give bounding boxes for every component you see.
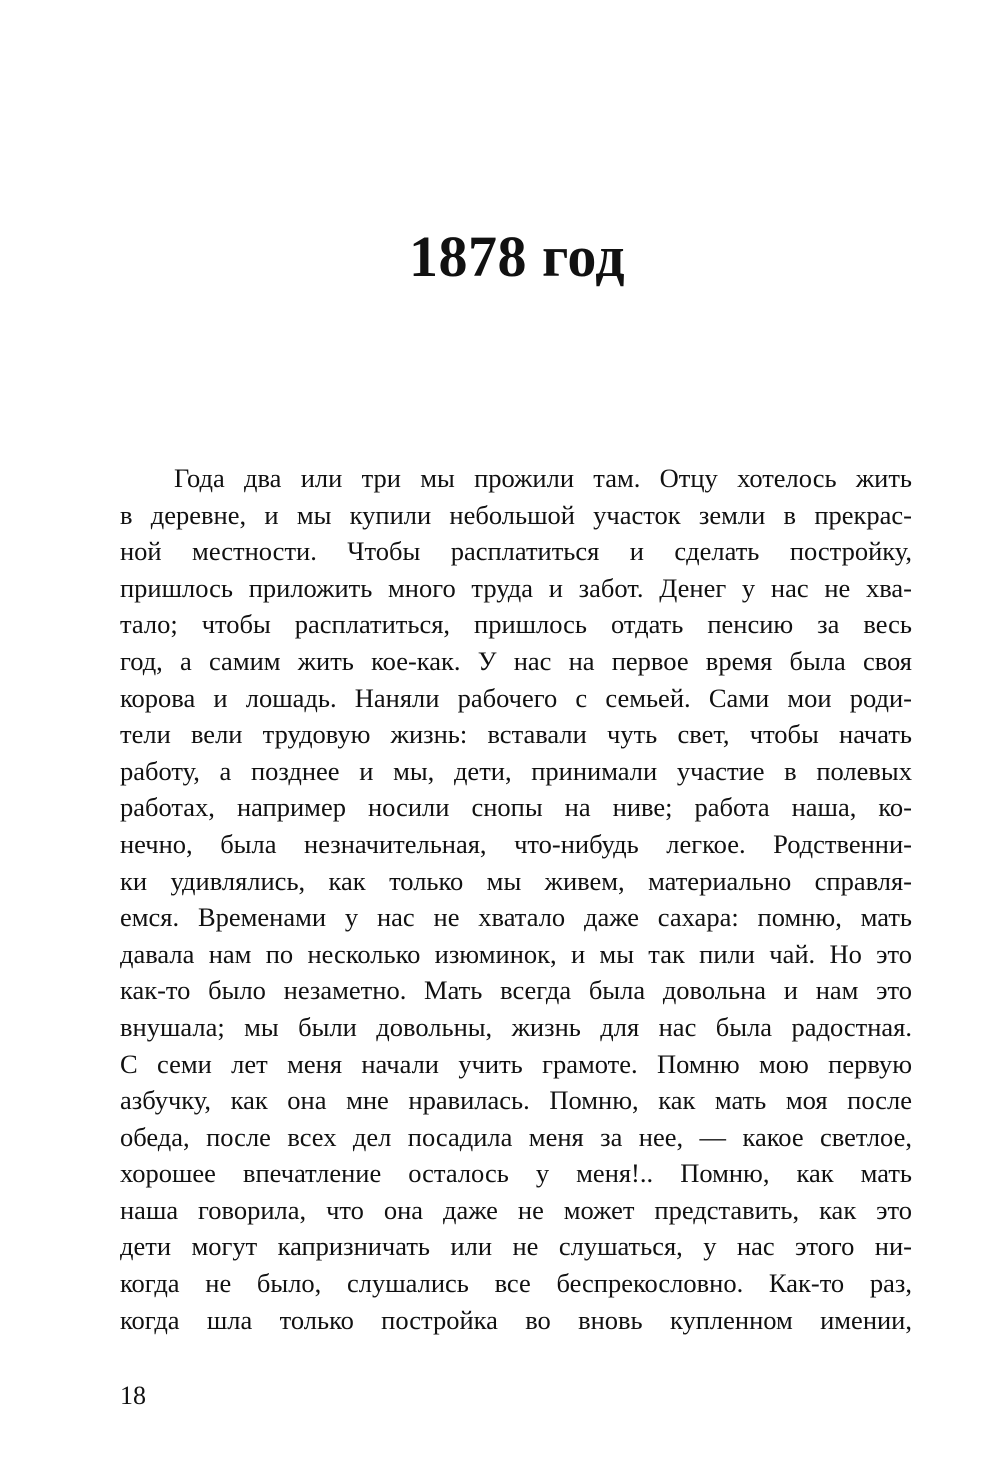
text-line: ки удивлялись, как только мы живем, материально справля- bbox=[120, 865, 912, 896]
text-line: работах, например носили снопы на ниве; работа наша, ко- bbox=[120, 792, 912, 823]
text-line: дети могут капризничать или не слушаться, у нас этого ни- bbox=[120, 1231, 912, 1262]
text-line: когда шла только постройка во вновь купленном имении, bbox=[120, 1304, 912, 1335]
text-line: когда не было, слушались все беспрекословно. Как-то раз, bbox=[120, 1268, 912, 1299]
text-line: в деревне, и мы купили небольшой участок земли в прекрас- bbox=[120, 499, 912, 530]
text-line: азбучку, как она мне нравилась. Помню, как мать моя после bbox=[120, 1085, 912, 1116]
text-line: корова и лошадь. Наняли рабочего с семьей. Сами мои роди- bbox=[120, 682, 912, 713]
text-line: Года два или три мы прожили там. Отцу хотелось жить bbox=[174, 463, 912, 493]
text-line: ной местности. Чтобы расплатиться и сделать постройку, bbox=[120, 536, 912, 567]
text-line: тало; чтобы расплатиться, пришлось отдать пенсию за весь bbox=[120, 609, 912, 640]
chapter-title: 1878 год bbox=[408, 224, 626, 289]
text-line: хорошее впечатление осталось у меня!.. Помню, как мать bbox=[120, 1158, 912, 1189]
text-line: внушала; мы были довольны, жизнь для нас была радостная. bbox=[120, 1011, 912, 1042]
text-line: обеда, после всех дел посадила меня за нее, — какое светлое, bbox=[120, 1121, 912, 1152]
text-line: как-то было незаметно. Мать всегда была довольна и нам это bbox=[120, 975, 912, 1006]
body-paragraph bbox=[120, 460, 912, 1338]
text-line: наша говорила, что она даже не может представить, как это bbox=[120, 1194, 912, 1225]
text-line: С семи лет меня начали учить грамоте. Помню мою первую bbox=[120, 1048, 912, 1079]
text-line: тели вели трудовую жизнь: вставали чуть свет, чтобы начать bbox=[120, 719, 912, 750]
text-line: работу, а позднее и мы, дети, принимали участие в полевых bbox=[120, 755, 912, 786]
text-line: нечно, была незначительная, что-нибудь легкое. Родственни- bbox=[120, 828, 912, 859]
text-line: год, а самим жить кое-как. У нас на первое время была своя bbox=[120, 645, 912, 676]
page-number: 18 bbox=[120, 1381, 146, 1410]
text-line: давала нам по несколько изюминок, и мы так пили чай. Но это bbox=[120, 938, 912, 969]
text-line: пришлось приложить много труда и забот. Денег у нас не хва- bbox=[120, 572, 912, 603]
text-line: емся. Временами у нас не хватало даже сахара: помню, мать bbox=[120, 902, 912, 933]
